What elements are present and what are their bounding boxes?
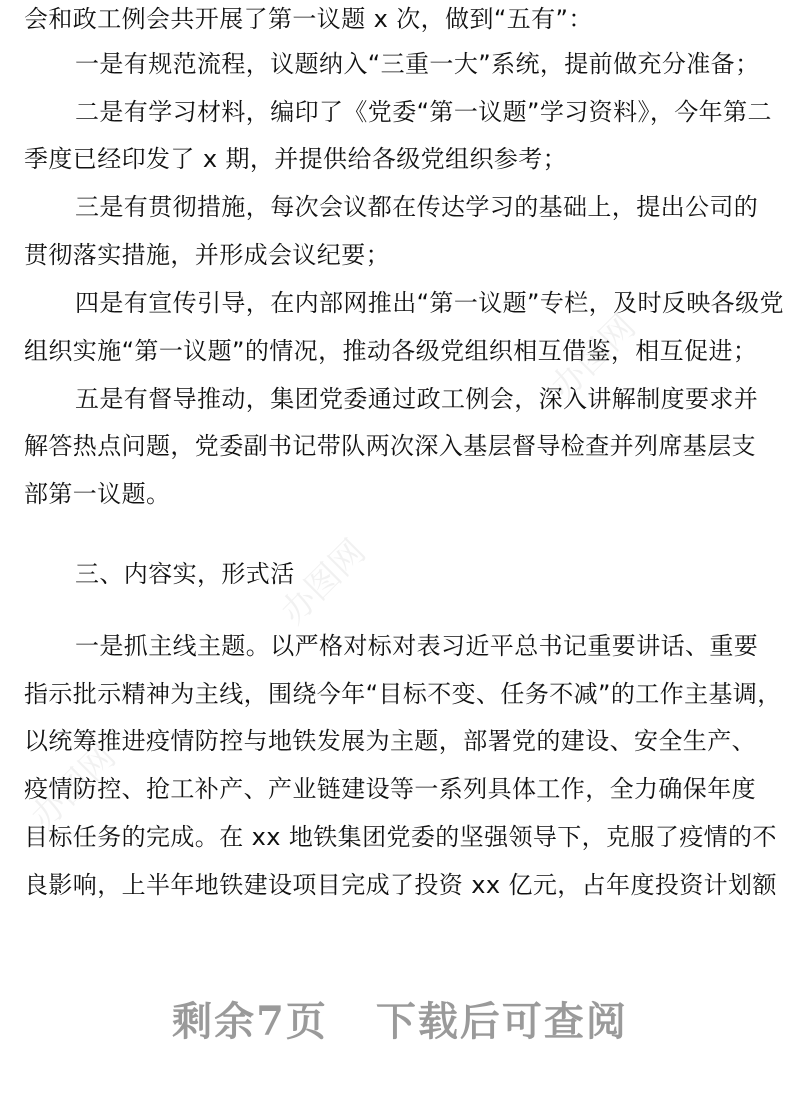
paragraph-line: 贯彻落实措施，并形成会议纪要；: [24, 241, 390, 269]
watermark: 办图网: [23, 736, 124, 838]
watermark: 办图网: [273, 531, 374, 633]
download-prompt-label[interactable]: 下载后可查阅: [375, 998, 628, 1045]
paragraph-line: 解答热点问题，党委副书记带队两次深入基层督导检查并列席基层支: [24, 432, 756, 460]
paragraph-line: 一是有规范流程，议题纳入“三重一大”系统，提前做充分准备；: [75, 50, 760, 78]
paragraph-line: 目标任务的完成。在 xx 地铁集团党委的坚强领导下，克服了疫情的不: [24, 823, 777, 851]
paragraph-line: 指示批示精神为主线，围绕今年“目标不变、任务不减”的工作主基调，: [24, 680, 782, 708]
paragraph-line: 组织实施“第一议题”的情况，推动各级党组织相互借鉴，相互促进；: [24, 337, 758, 365]
download-banner[interactable]: [0, 990, 800, 1047]
paragraph-line: 良影响，上半年地铁建设项目完成了投资 xx 亿元，占年度投资计划额: [24, 871, 777, 899]
paragraph-line: 疫情防控、抢工补产、产业链建设等一系列具体工作，全力确保年度: [24, 775, 756, 803]
paragraph-line: 部第一议题。: [24, 480, 171, 508]
paragraph-line: 以统筹推进疫情防控与地铁发展为主题，部署党的建设、安全生产、: [24, 727, 756, 755]
paragraph-line: 二是有学习材料，编印了《党委“第一议题”学习资料》，今年第二: [75, 98, 772, 126]
paragraph-line: 四是有宣传引导，在内部网推出“第一议题”专栏，及时反映各级党: [75, 289, 784, 317]
section-heading: 三、内容实，形式活: [75, 560, 295, 588]
watermark: 办图网: [543, 306, 644, 408]
paragraph-line: 五是有督导推动，集团党委通过政工例会，深入讲解制度要求并: [75, 385, 759, 413]
paragraph-line: 季度已经印发了 x 期，并提供给各级党组织参考；: [24, 145, 568, 173]
paragraph-line: 三是有贯彻措施，每次会议都在传达学习的基础上，提出公司的: [75, 193, 759, 221]
remaining-pages-label: 剩余7页: [172, 998, 328, 1045]
paragraph-line: 会和政工例会共开展了第一议题 x 次，做到“五有”：: [24, 5, 593, 33]
paragraph-line: 一是抓主线主题。以严格对标对表习近平总书记重要讲话、重要: [75, 632, 759, 660]
